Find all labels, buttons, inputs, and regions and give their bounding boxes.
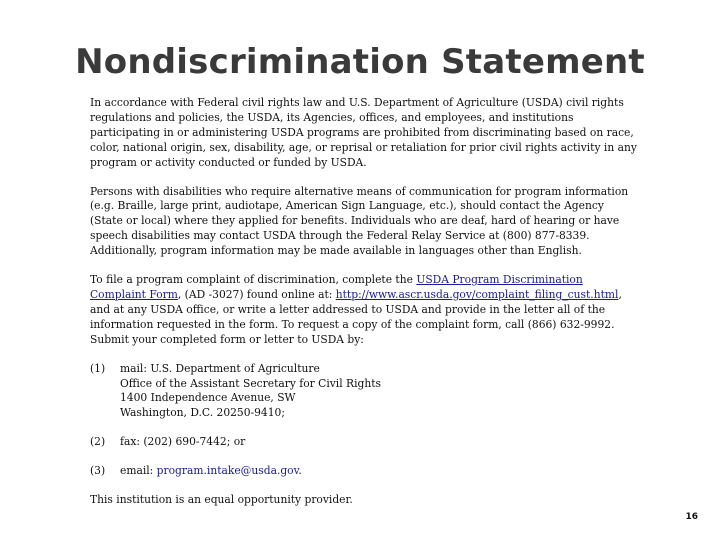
address-line: Washington, D.C. 20250-9410; xyxy=(120,406,285,420)
paragraph-complaint xyxy=(90,273,638,348)
address-line: mail: U.S. Department of Agriculture xyxy=(120,361,320,375)
mail-address xyxy=(120,362,638,422)
complaint-url-link[interactable]: http://www.ascr.usda.gov/complaint_filing_cust.html xyxy=(335,287,619,301)
address-line: 1400 Independence Avenue, SW xyxy=(120,391,296,405)
list-number: (3) xyxy=(90,464,106,478)
list-item-fax xyxy=(90,435,638,450)
fax-number: fax: (202) 690-7442; or xyxy=(120,435,246,449)
closing-statement: This institution is an equal opportunity provider. xyxy=(90,493,353,507)
list-item-mail xyxy=(90,362,638,422)
submission-methods-list xyxy=(90,362,638,479)
paragraph-civil-rights: In accordance with Federal civil rights law and U.S. Department of Agriculture (USDA) civil rights regulations and policies, the USDA, its Agencies, offices, and employees, and institutions participating in or administering USDA programs are prohibited from discriminating based on race, color, national origin, sex, disability, age, or reprisal or retaliation for prior civil rights activity in any program or activity conducted or funded by USDA. xyxy=(90,96,637,169)
email-suffix: . xyxy=(298,464,302,478)
email-line xyxy=(120,464,638,479)
page-title: Nondiscrimination Statement xyxy=(75,42,645,82)
complaint-text-3: , and at any USDA office, or write a letter addressed to USDA and provide in the letter all of the information requested in the form. To request a copy of the complaint form, call (866) 632-9992. Submit your completed form or letter to USDA by: xyxy=(90,287,622,346)
complaint-text-2: , (AD -3027) found online at: xyxy=(177,287,336,301)
complaint-form-link[interactable]: USDA Program Discrimination Complaint Form xyxy=(90,273,583,301)
complaint-text-1: To file a program complaint of discrimination, complete the xyxy=(90,273,417,287)
list-number: (2) xyxy=(90,435,106,449)
address-line: Office of the Assistant Secretary for Civil Rights xyxy=(120,376,382,390)
list-number: (1) xyxy=(90,361,106,375)
email-address-link[interactable]: program.intake@usda.gov xyxy=(156,464,299,478)
paragraph-disabilities: Persons with disabilities who require alternative means of communication for program information (e.g. Braille, large print, audiotape, American Sign Language, etc.), should contact the Agency (State or local) where they applied for benefits. Individuals who are deaf, hard of hearing or have speech disabilities may contact USDA through the Federal Relay Service at (800) 877-8339. Additionally, program information may be made available in languages other than English. xyxy=(90,184,629,258)
email-prefix: email: xyxy=(120,464,157,478)
page-number: 16 xyxy=(685,512,698,522)
statement-body xyxy=(90,96,638,522)
list-item-email xyxy=(90,464,638,479)
